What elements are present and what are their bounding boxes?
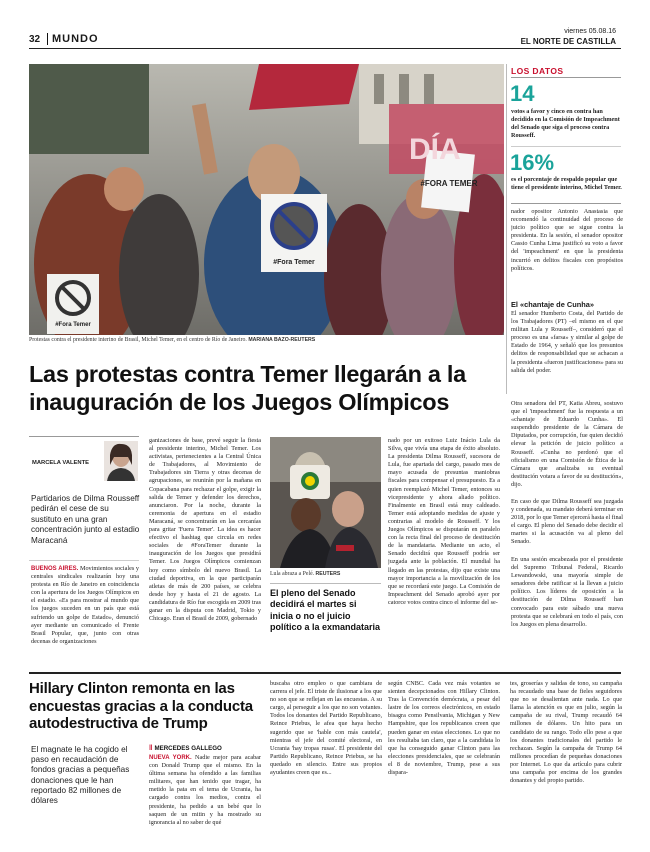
- photo-caption-text: Protestas contra el presidente interino de Brasil, Michel Temer, en el centro de Río de Janeiro.: [29, 337, 247, 343]
- sign-fora-temer-center: [261, 194, 327, 272]
- story2-column-1-text: Nadie mejor para acabar con Donald Trump que el mismo. En la última semana ha ofendido a las familias militares, que han tenido que tragar, ha metido la pata en el tema de Ucrania, ha cargado contra los medios, contra el presidente, ha pedido a un bebé que lo saquen de un mitin y ha mostrado su ignorancia al no saber de qué: [149, 754, 261, 826]
- protest-photo-illustration: [29, 64, 504, 335]
- photo-caption: [29, 337, 504, 343]
- byline-marker-icon: ‖: [149, 745, 155, 752]
- issue-date: viernes 05.08.16: [564, 28, 616, 35]
- page-number: 32: [29, 34, 41, 45]
- paragraph-rousseff-trial: En caso de que Dilma Rousseff sea juzgada y condenada, su mandato deberá terminar en 2018, por lo que Temer ejercerá hasta el final el cargo. El pleno del Senado debe decidir el martes si la acusación va al pleno del Senado.: [511, 498, 623, 546]
- subheadline-rule: [270, 583, 381, 584]
- banner-text: DÍA: [409, 133, 461, 166]
- sign-text: #Fora Temer: [273, 259, 315, 266]
- story2-column-1: [149, 754, 261, 826]
- article-continued-text: nador opositor Antonio Anastasia que recomendó la continuidad del proceso de juicio político que se sigue contra la presidenta. En la sesión, el senador opositor Cassio Cunha Lima justificó su voto a favor del 'impeachment' en que la presidenta incurrió en delitos fiscales con propósitos políticos.: [511, 208, 623, 272]
- main-headline: Las protestas contra Temer llegarán a la inauguración de los Juegos Olímpicos: [29, 361, 466, 415]
- sidebar-rule-3: [511, 203, 621, 204]
- author-portrait: [104, 441, 138, 481]
- article-subheadline: El pleno del Senado decidirá el martes si inicia o no el juicio político a la exmandataria: [270, 588, 381, 633]
- lula-pele-caption-text: Lula abraza a Pelé.: [270, 571, 315, 577]
- lula-pele-illustration: [270, 437, 381, 568]
- paragraph-lewandowski: En una sesión encabezada por el presidente del Supremo Tribunal Federal, Ricardo Lewandowski, una mayoría simple de senadores debe ratificar si la llevan a juicio político. Los líderes de oposición a la destitución de Dilma Rousseff han convocado para este sábado una nueva protesta que se celebrará en todo el país, con los Juegos en plena desarrollo.: [511, 556, 623, 628]
- lula-pele-credit: REUTERS: [315, 571, 341, 577]
- sidebar-rule: [511, 77, 621, 78]
- article-column-3: nado por un exitoso Luiz Inácio Lula da Silva, que vivía una etapa de éxito absoluto. La presidenta Dilma Rousseff, sucesora de Lula, fue apartada del cargo, pasado mes de mayo acusada de presuntas maniobras fiscales para compensar el presupuesto. Es a quien reemplazó Michel Temer, entonces su vicepresidente y ahora aliado político. Finalmente en Brasil está muy caldeado. Temer está adoptando medidas de ajuste y contrarias al modelo de Rousseff. Y los Juegos Olímpicos se disputarán en paralelo con la recta final del proceso de destitución de la mandataria. Mediante un acto, el Senado decidirá que Rousseff podría ser juzgada ante la población. El mundial ha llegado en las protestas, dijo que existe una mayor importancia a la movilización de los que se recordará este juego. La Comisión de Impeachment del Senado aprobó ayer por catorce votos contra cinco el informe del se-: [388, 437, 500, 606]
- story2-column-2: buscaba otro empleo o que cambiara de carrera el jefe. El triste de ilusionar a los que no son que se reflejan en las encuestas. A su cargo, al perseguir a los que no son votantes. Todos los donantes del Partido Republicano, Reince Priebus, le afea que haya hecho sugerido que se 'hable con más cautela', mientras el jefe del comité electoral, en Ucrania 'hay tropas rusas'. El presidente del Partido Republicano, Reince Priebus, se ha quedado en silencio. Entre sus propios ayudantes creen que es...: [270, 680, 382, 777]
- stat-votes-text: votos a favor y cinco en contra han decidido en la Comisión de Impeachment del Senado que siga el proceso contra Rousseff.: [511, 108, 620, 140]
- author-name: MARCELA VALENTE: [32, 460, 90, 466]
- sidebar-rule-2: [511, 146, 621, 147]
- summary-rule: [29, 560, 139, 561]
- header-divider: [47, 33, 48, 45]
- stat-approval-number: 16%: [510, 150, 555, 175]
- paragraph-abreu: Otra senadora del PT, Katia Abreu, sostuvo que el 'impeachment' fue la respuesta a un «chantaje de Eduardo Cunha». El suspendido presidente de la Cámara de Diputados, por corrupción, fue quien decidió elevar la petición de juicio político a Rousseff. «Cunha no perdonó que el oficialismo en una Comisión de Ética de la Cámara que analizaba su eventual destitución votara a favor de su destitución», dijo.: [511, 400, 623, 488]
- story2-headline: Hillary Clinton remonta en las encuestas gracias a la conducta autodestructiva de Trump: [29, 680, 253, 733]
- stat-approval-text: es el porcentaje de respaldo popular que tiene el presidente interino, Michel Temer.: [511, 176, 622, 192]
- article-column-2: ganizaciones de base, prevé seguir la fiesta al presidente interino, Michel Temer. Los activistas, pertenecientes a la Central Única de Trabajadores, al Movimiento de Trabajadores sin Tierra y otras decenas de agrupaciones, se reunirán por la mañana en Copacabana para rechazar el golpe, exigir la salida de Temer y defender los derechos, anunciaron. Por la noche, durante la ceremonia de apertura en el estadio Maracaná, se concentrarán en las cercanías para gritar 'Fuera Temer'. La idea es hacer efectivo el hashtag que circula en redes sociales de #ForaTemer durante la inauguración de los Juegos que presidirá Temer. Los Juegos Olímpicos comienzan hoy como símbolo del nuevo Brasil. La ciudad deportiva, en la que participarán atletas de más de 200 países, se celebra desde hoy y hasta el 21 de agosto. La candidatura de Río fue escogida en 2009 tras ganar en la disputa con Madrid, Tokio y Chicago. Eran el Brasil de 2009, gobernado: [149, 437, 261, 623]
- article-summary: Partidarios de Dilma Rousseff pedirán el cese de su sustituto en una gran concentración junto al estadio Maracaná: [31, 494, 140, 545]
- story2-column-4: tes, groserías y salidas de tono, su campaña ha recaudado una base de fieles seguidores que no se desalientan ante nada. Lo que llama la atención es que en julio, según la campaña de su rival, Trump recaudó 64 millones de dólares. Un hito para un candidato de su rango. Todo ello pese a que los donantes tradicionales del partido le rechazan. Según la campaña de Trump 64 millones procedían de pequeñas donaciones por Internet. Lo que da artículo para cubrir una campaña por encima de los grandes donantes y del propio partido.: [510, 680, 622, 785]
- sign-text: #FORA TEMER: [420, 179, 478, 188]
- lula-pele-caption: [270, 571, 381, 577]
- article-column-1-text: Movimientos sociales y centrales sindicales realizarán hoy una protesta en Río de Janeiro en coincidencia con la apertura de los Juegos Olímpicos en el estadio. «Es para mostrar al mundo que los juegos suceden en un país que está sufriendo un golpe de Estado», denunció ayer mediante un comunicado el Frente Brasil Popular, que, junto con otras decenas de organizaciones: [31, 565, 139, 645]
- subhead-cunha: El «chantaje de Cunha»: [511, 300, 594, 309]
- story2-summary: El magnate le ha cogido el paso en recaudación de fondos gracias a pequeñas donaciones que le han reportado 82 millones de dólares: [31, 745, 130, 806]
- story2-dateline: NUEVA YORK.: [149, 755, 192, 761]
- protest-photo: [29, 64, 504, 335]
- stat-votes-number: 14: [510, 81, 535, 106]
- story2-column-3: según CNBC. Cada vez más votantes se sienten decepcionados con Hillary Clinton. Tras la Convención demócrata, a pesar del lastre de los correos electrónicos, en estado bisagra como Pensilvania, Michigan y New Hampshire, que los republicanos creen que pueden ganar en estas elecciones. Lo que no les resultaba tan claro, que a la candidata lo que ha conseguido ganar Clinton para las elecciones presidenciales, que se celebrarán el 8 de noviembre, Trump, pese a sus dispara-: [388, 680, 500, 777]
- byline-rule: [29, 436, 139, 437]
- author-photo: [104, 441, 138, 481]
- header-rule: [29, 48, 621, 49]
- story2-byline: [149, 745, 222, 752]
- article-dateline: BUENOS AIRES.: [31, 566, 79, 572]
- paragraph-costa: El senador Humberto Costa, del Partido de los Trabajadores (PT) –el mismo en el que militan Lula y Rousseff–, consideró que el proceso es una «farsa» y similar al golpe de Estado de 1964, y señaló que los presuntos delitos de responsabilidad que se achacan a la presidenta «fueron justificaciones» para su salida del poder.: [511, 310, 623, 374]
- sign-text: #Fora Temer: [55, 322, 91, 328]
- sidebar-divider: [506, 64, 507, 394]
- sign-fora-temer-left: [47, 274, 99, 334]
- section-title: MUNDO: [52, 33, 99, 45]
- lula-pele-photo: [270, 437, 381, 568]
- sidebar-title: LOS DATOS: [511, 66, 564, 76]
- story-separator: [29, 672, 621, 674]
- publication-name: EL NORTE DE CASTILLA: [520, 37, 616, 46]
- story2-author: MERCEDES GALLEGO: [154, 745, 222, 752]
- photo-credit: MARIANA BAZO-REUTERS: [248, 337, 316, 343]
- article-column-1: [31, 565, 139, 661]
